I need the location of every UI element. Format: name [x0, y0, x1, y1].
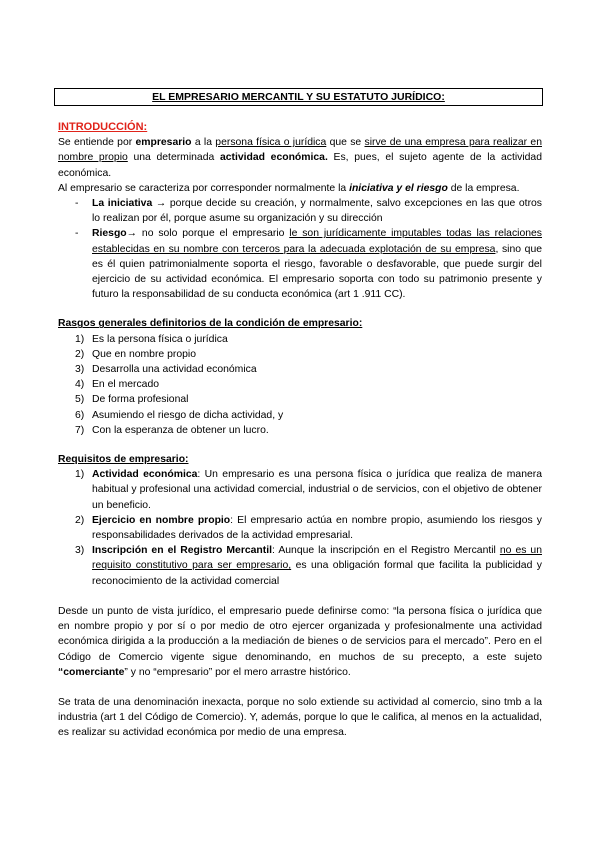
- list-number: 2): [75, 348, 85, 360]
- bullet-label: Riesgo: [92, 228, 127, 240]
- document-body: [58, 120, 542, 741]
- bullet-text: → porque decide su creación, y normalmente, salvo excepciones en las que otros lo realizan por él, porque asume su organización y su dirección: [92, 198, 543, 225]
- bold-term-empresario: empresario: [135, 137, 192, 149]
- bullet-riesgo: [58, 226, 542, 302]
- spacer: [58, 589, 542, 604]
- list-text: : Un empresario es una persona física o jurídica que realiza de manera habitual y profesional una actividad comercial, industrial o de servicios, con el objetivo de obtener un beneficio.: [92, 469, 543, 511]
- text-run: Es, pues, el sujeto agente de la actividad económica.: [58, 152, 542, 179]
- requisitos-list: [58, 467, 542, 589]
- list-text: De forma profesional: [92, 394, 189, 406]
- requisitos-heading: Requisitos de empresario:: [58, 454, 189, 466]
- text-run: ” y no “empresario” por el mero arrastre histórico.: [124, 666, 351, 678]
- underlined-text: persona física o jurídica: [215, 137, 327, 149]
- list-item: [58, 362, 542, 377]
- list-text: Con la esperanza de obtener un lucro.: [92, 424, 269, 436]
- rasgos-list: [58, 332, 542, 438]
- list-text: Es la persona física o jurídica: [92, 333, 228, 345]
- text-run: una determinada: [127, 152, 220, 164]
- list-item: [58, 513, 542, 543]
- document-title: EL EMPRESARIO MERCANTIL Y SU ESTATUTO JURÍDICO:: [54, 88, 543, 106]
- underlined-text: sirve de una empresa para realizar en nombre propio: [58, 137, 542, 164]
- bullet-iniciativa: [58, 196, 542, 226]
- bold-term-comerciante: “comerciante: [58, 666, 125, 678]
- list-item: [58, 392, 542, 407]
- list-number: 5): [75, 394, 85, 406]
- closing-paragraph: Se trata de una denominación inexacta, porque no solo extiende su actividad al comercio, sino tmb a la industria (art 1 del Código de Comercio). Y, además, porque lo que le califica, al menos en la actualidad, es realizar su actividad económica por medio de una empresa.: [58, 696, 542, 739]
- dash-marker: -: [75, 198, 79, 210]
- text-run: Desde un punto de vista jurídico, el empresario puede definirse como: “la persona física o jurídica que en nombre propio y por sí o por medio de otro ejercer organizada y profesionalmente una actividad económica dirigida a la producción a la mediación de bienes o de servicios para el mercado”. Pero en el Código de Comercio vigente sigue denominando, en muchos de su precepto, a este sujeto: [58, 605, 542, 663]
- rasgos-heading: Rasgos generales definitorios de la condición de empresario:: [58, 318, 363, 330]
- list-text: Que en nombre propio: [92, 348, 196, 360]
- list-text: Desarrolla una actividad económica: [92, 364, 257, 376]
- list-text: : Aunque la inscripción en el Registro Mercantil: [272, 545, 500, 557]
- list-number: 2): [75, 514, 85, 526]
- list-number: 3): [75, 364, 85, 376]
- list-item: [58, 332, 542, 347]
- spacer: [58, 680, 542, 695]
- underlined-text: le son jurídicamente imputables todas las relaciones establecidas en su nombre con terceros para la adecuada explotación de su empresa: [92, 228, 542, 255]
- text-run: Al empresario se caracteriza por corresponder normalmente la: [58, 182, 350, 194]
- list-text: En el mercado: [92, 379, 159, 391]
- list-text: : El empresario actúa en nombre propio, asumiendo los riesgos y responsabilidades derivados de la actividad empresarial.: [92, 514, 542, 542]
- list-item: [58, 408, 542, 423]
- list-number: 7): [75, 424, 85, 436]
- dash-marker: -: [75, 228, 79, 240]
- list-number: 1): [75, 333, 85, 345]
- underlined-text: no es un requisito constitutivo para ser empresario,: [92, 545, 542, 572]
- list-item: [58, 423, 542, 438]
- list-item: [58, 377, 542, 392]
- list-item: [58, 543, 542, 589]
- bullet-label: La iniciativa: [92, 198, 153, 210]
- text-run: que se: [326, 137, 365, 149]
- list-number: 6): [75, 409, 85, 421]
- list-label: Actividad económica: [92, 469, 198, 481]
- list-text: es una obligación formal que facilita la publicidad y reconocimiento de la actividad comercial: [92, 560, 542, 587]
- intro-paragraph-1: [58, 135, 542, 181]
- definition-paragraph: [58, 604, 542, 680]
- text-run: a la: [191, 137, 216, 149]
- intro-heading: INTRODUCCIÓN:: [58, 121, 148, 133]
- intro-bullet-list: [58, 196, 542, 302]
- text-run: de la empresa.: [447, 182, 520, 194]
- list-text: Asumiendo el riesgo de dicha actividad, y: [92, 409, 284, 421]
- intro-paragraph-2: [58, 181, 542, 196]
- list-item: [58, 347, 542, 362]
- list-number: 4): [75, 379, 85, 391]
- list-number: 3): [75, 545, 85, 557]
- list-label: Ejercicio en nombre propio: [92, 514, 231, 526]
- text-run: Se entiende por: [58, 137, 136, 149]
- bold-italic-term: iniciativa y el riesgo: [349, 182, 448, 194]
- list-label: Inscripción en el Registro Mercantil: [92, 545, 273, 557]
- bullet-text: → no solo porque el empresario: [126, 228, 290, 240]
- list-number: 1): [75, 469, 85, 481]
- bold-term-actividad: actividad económica.: [219, 152, 328, 164]
- list-item: [58, 467, 542, 513]
- bullet-text: , sino que es él quien patrimonialmente soporta el riesgo, favorable o desfavorable, que puede surgir del ejercicio de su actividad económica. El empresario soporta con todo su patrimonio presente y futuro la responsabilidad de su conducta económica (art 1 .911 CC).: [92, 243, 543, 301]
